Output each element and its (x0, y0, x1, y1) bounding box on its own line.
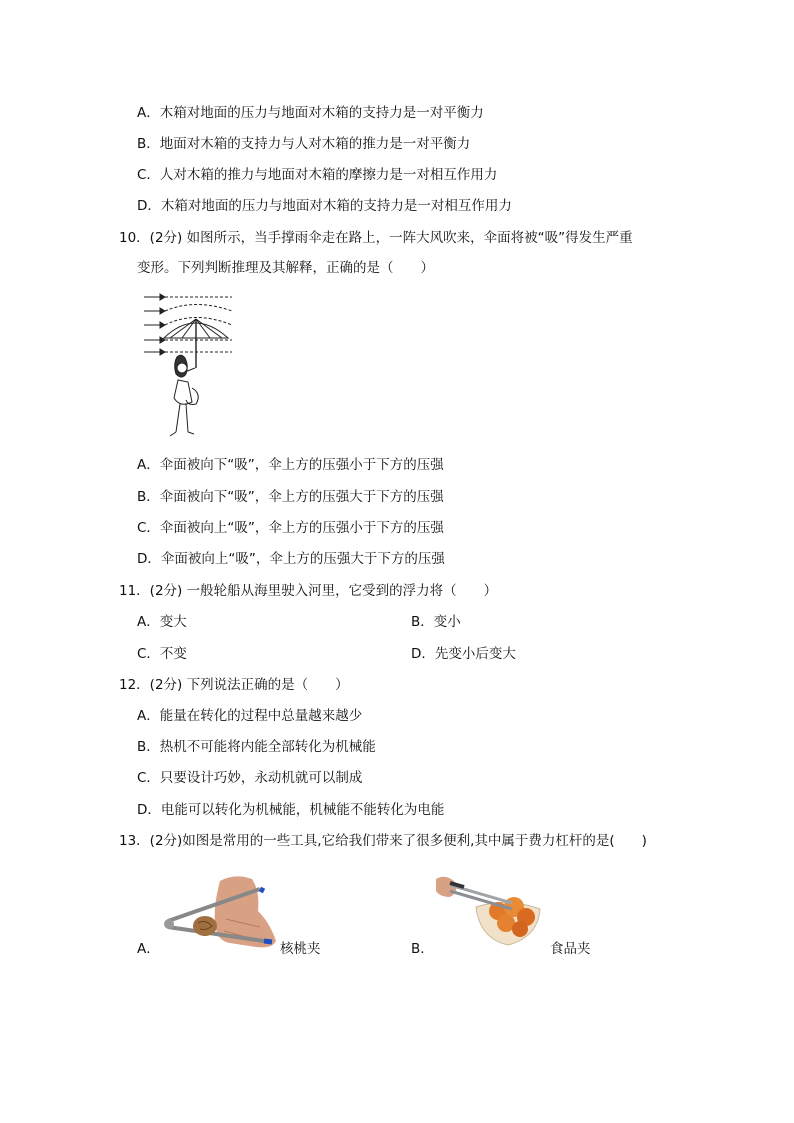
q9-option-d: D．木箱对地面的压力与地面对木箱的支持力是一对相互作用力 (137, 198, 512, 214)
q13-option-a-caption: 核桃夹 (280, 941, 321, 957)
q10-stem-line1: 10．(2分) 如图所示，当手撑雨伞走在路上，一阵大风吹来，伞面将被“吸”得发生严重 (119, 230, 633, 246)
q12-stem: 12．(2分) 下列说法正确的是（ ） (119, 677, 349, 693)
q13-option-b-caption: 食品夹 (550, 941, 591, 957)
q9-option-c: C．人对木箱的推力与地面对木箱的摩擦力是一对相互作用力 (137, 167, 498, 183)
q11-option-a: A．变大 (137, 614, 187, 630)
q12-option-c: C．只要设计巧妙，永动机就可以制成 (137, 770, 363, 786)
q9-option-b: B．地面对木箱的支持力与人对木箱的推力是一对平衡力 (137, 136, 471, 152)
q12-option-b: B．热机不可能将内能全部转化为机械能 (137, 739, 376, 755)
q9-option-a: A．木箱对地面的压力与地面对木箱的支持力是一对平衡力 (137, 105, 484, 121)
q11-option-c: C．不变 (137, 646, 187, 662)
q13-stem: 13．(2分)如图是常用的一些工具,它给我们带来了很多便利,其中属于费力杠杆的是( ) (119, 833, 647, 849)
q13-option-a-letter: A． (137, 941, 160, 957)
q10-option-a: A．伞面被向下“吸”，伞上方的压强小于下方的压强 (137, 457, 444, 473)
q11-option-b: B．变小 (411, 614, 461, 630)
nutcracker-photo (160, 871, 278, 951)
q11-option-d: D．先变小后变大 (411, 646, 516, 662)
q10-option-b: B．伞面被向下“吸”，伞上方的压强大于下方的压强 (137, 489, 444, 505)
q11-stem: 11．(2分) 一般轮船从海里驶入河里，它受到的浮力将（ ） (119, 583, 498, 599)
q10-option-d: D．伞面被向上“吸”，伞上方的压强大于下方的压强 (137, 551, 445, 567)
q10-option-c: C．伞面被向上“吸”，伞上方的压强小于下方的压强 (137, 520, 444, 536)
umbrella-wind-figure (140, 290, 240, 445)
food-tongs-photo (436, 861, 548, 949)
q13-option-b-letter: B． (411, 941, 434, 957)
q10-stem-line2: 变形。下列判断推理及其解释，正确的是（ ） (137, 260, 434, 276)
q12-option-a: A．能量在转化的过程中总量越来越少 (137, 708, 363, 724)
q12-option-d: D．电能可以转化为机械能，机械能不能转化为电能 (137, 802, 445, 818)
